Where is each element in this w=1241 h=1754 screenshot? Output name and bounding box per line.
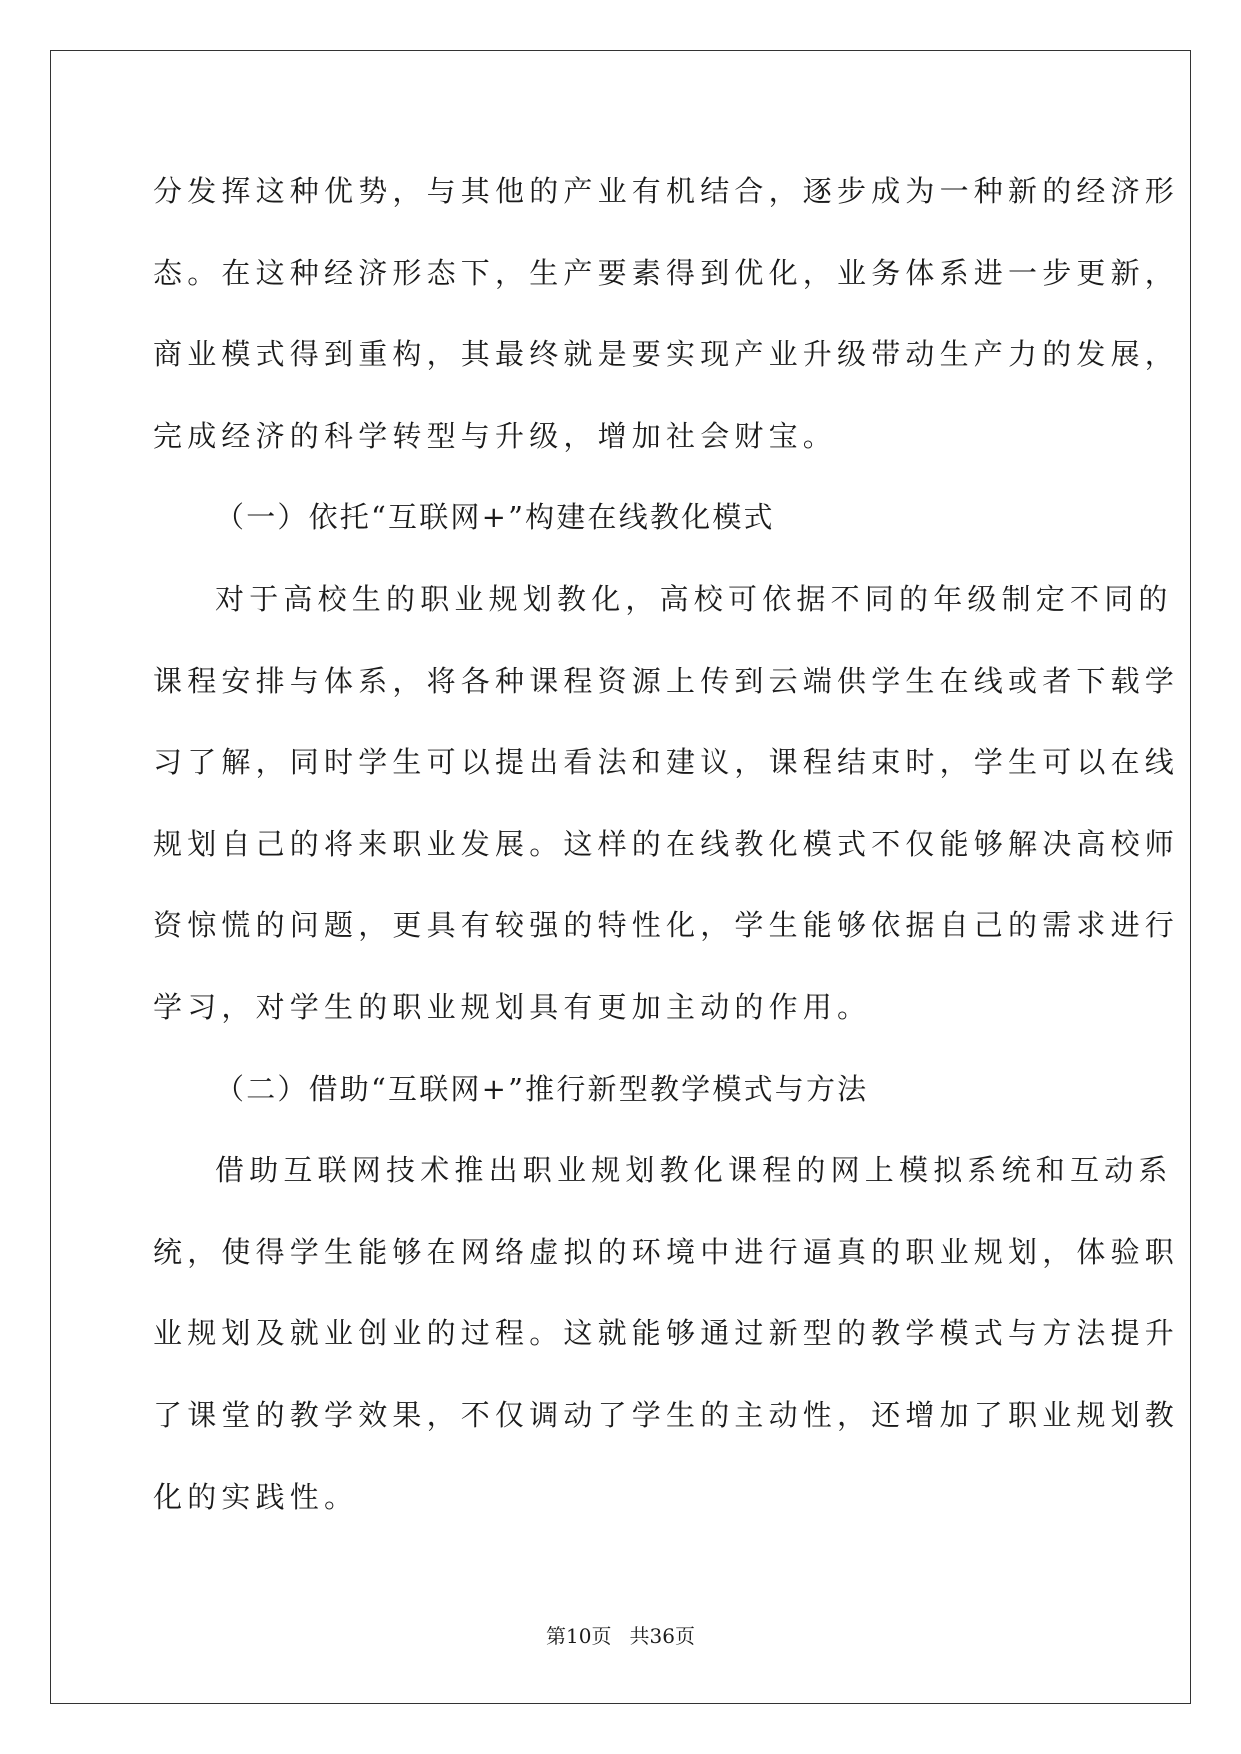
text-line: 课程安排与体系，将各种课程资源上传到云端供学生在线或者下载学 [153,663,1180,698]
page-footer [0,1624,1241,1648]
document-body [153,151,1180,1538]
text-line: 商业模式得到重构，其最终就是要实现产业升级带动生产力的发展， [153,337,1180,372]
text-line: 资惊慌的问题，更具有较强的特性化，学生能够依据自己的需求进行 [153,908,1180,943]
text-line: 完成经济的科学转型与升级，增加社会财宝。 [153,418,838,453]
section-heading: （一）依托“互联网+”构建在线教化模式 [215,500,775,535]
text-line: 统，使得学生能够在网络虚拟的环境中进行逼真的职业规划，体验职 [153,1234,1180,1269]
paragraph-first-line: 借助互联网技术推出职业规划教化课程的网上模拟系统和互动系 [215,1153,1173,1188]
section-heading: （二）借助“互联网+”推行新型教学模式与方法 [215,1071,869,1106]
page-number: 第10页 [546,1624,612,1648]
text-line: 态。在这种经济形态下，生产要素得到优化，业务体系进一步更新， [153,255,1180,290]
text-line: 化的实践性。 [153,1479,359,1514]
paragraph-first-line: 对于高校生的职业规划教化，高校可依据不同的年级制定不同的 [215,581,1173,616]
text-line: 学习，对学生的职业规划具有更加主动的作用。 [153,989,872,1024]
text-line: 习了解，同时学生可以提出看法和建议，课程结束时，学生可以在线 [153,745,1180,780]
text-line: 分发挥这种优势，与其他的产业有机结合，逐步成为一种新的经济形 [153,174,1180,208]
text-line: 了课堂的教学效果，不仅调动了学生的主动性，还增加了职业规划教 [153,1397,1180,1432]
text-line: 业规划及就业创业的过程。这就能够通过新型的教学模式与方法提升 [153,1316,1180,1351]
text-line: 规划自己的将来职业发展。这样的在线教化模式不仅能够解决高校师 [153,826,1180,861]
page-total: 共36页 [629,1624,695,1648]
